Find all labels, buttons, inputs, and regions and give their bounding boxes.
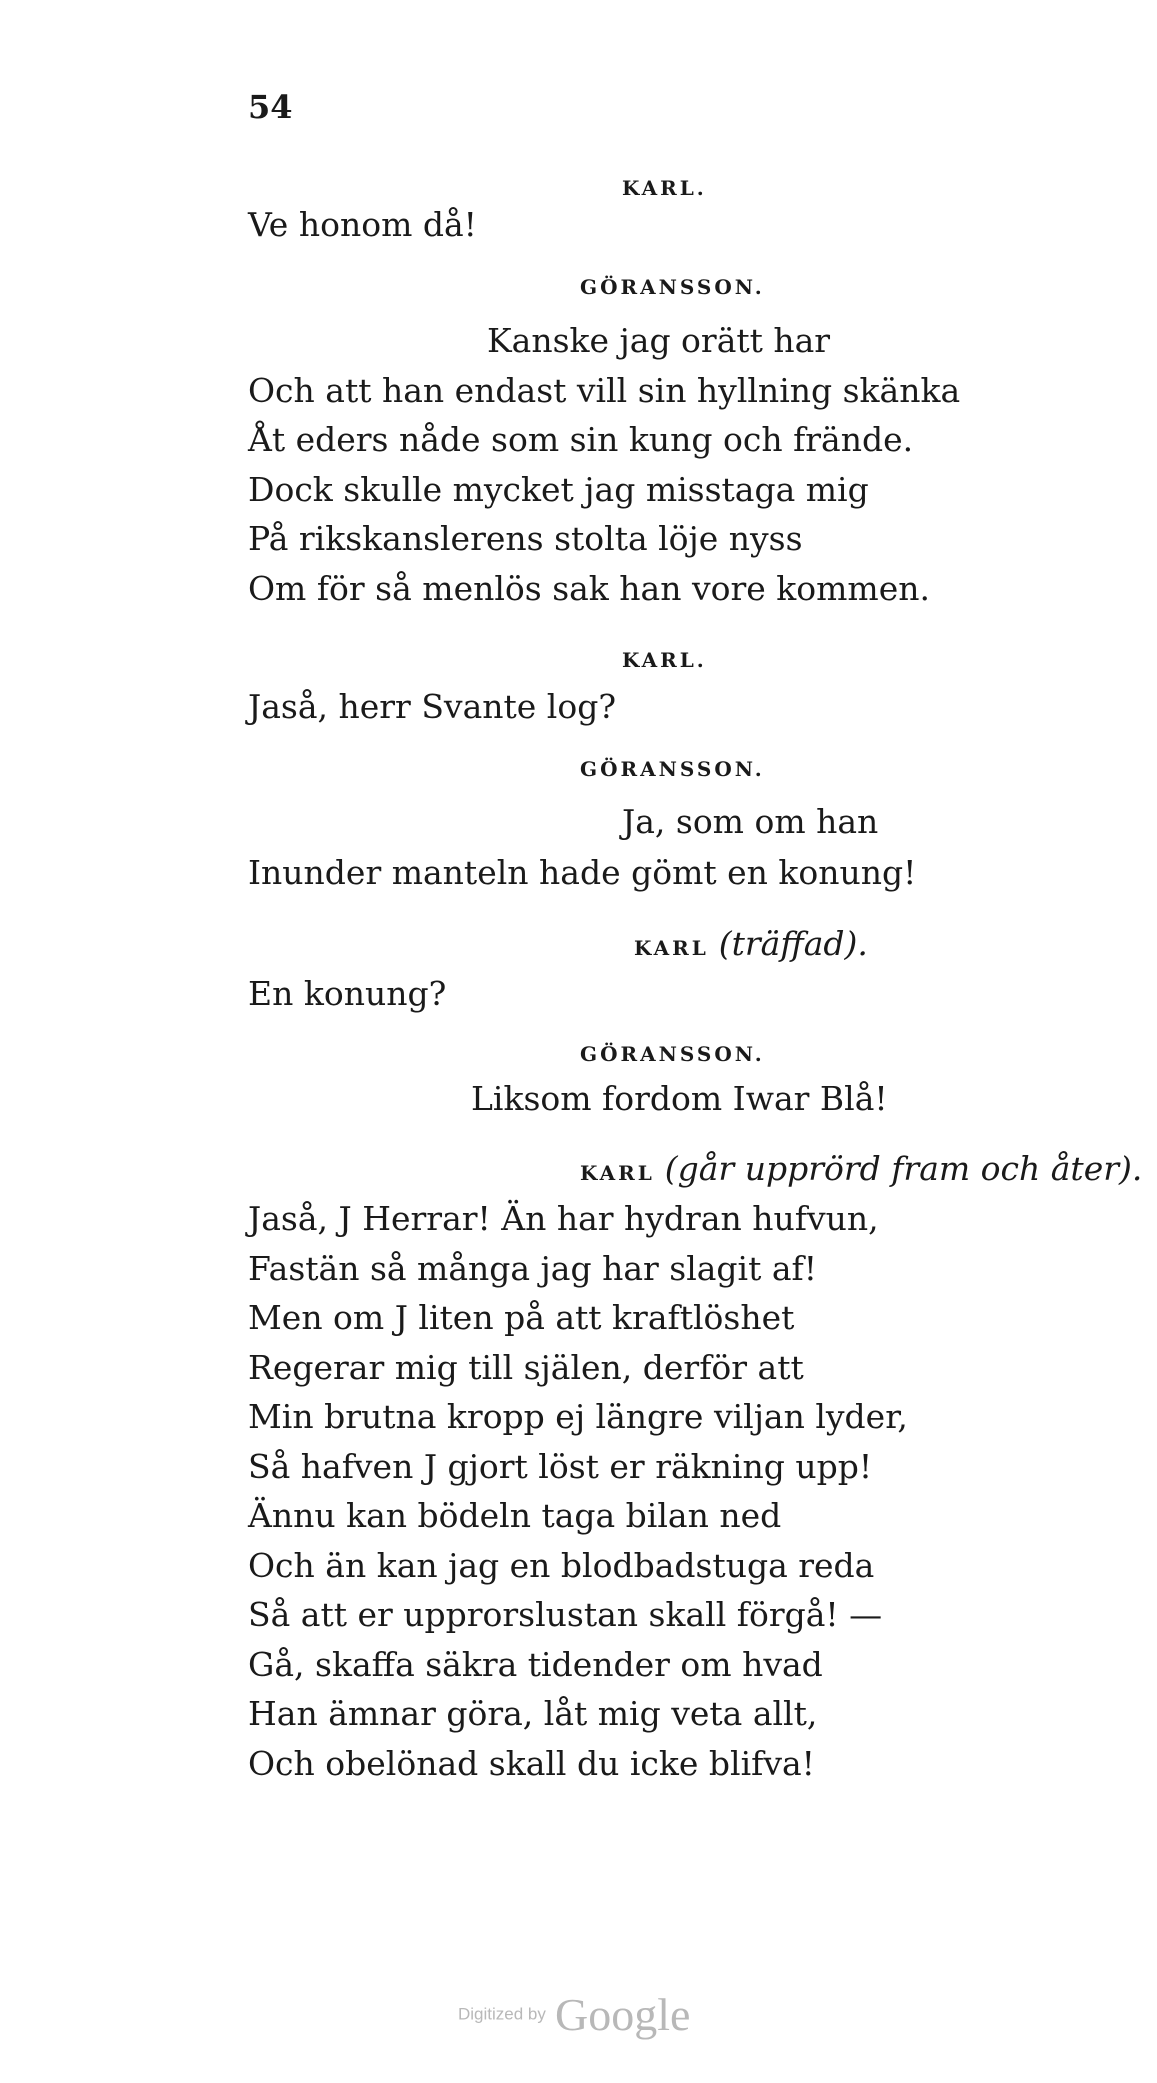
verse-line: På rikskanslerens stolta löje nyss xyxy=(248,519,803,558)
speaker-name: KARL xyxy=(634,936,709,960)
verse-line: Men om J liten på att kraftlöshet xyxy=(248,1298,795,1337)
speaker-name: KARL xyxy=(580,1161,655,1185)
google-logo: Google xyxy=(554,1989,691,2040)
digitized-watermark xyxy=(458,1988,690,2041)
verse-line: Och än kan jag en blodbadstuga reda xyxy=(248,1546,875,1585)
verse-line: Åt eders nåde som sin kung och frände. xyxy=(248,420,914,459)
verse-line: Så att er upprorslustan skall förgå! — xyxy=(248,1595,883,1634)
stage-direction: (går upprörd fram och åter). xyxy=(664,1149,1143,1188)
verse-line: Ja, som om han xyxy=(622,802,879,841)
verse-line: Fastän så många jag har slagit af! xyxy=(248,1249,818,1288)
watermark-prefix: Digitized by xyxy=(458,2004,546,2024)
verse-line: Dock skulle mycket jag misstaga mig xyxy=(248,470,869,509)
verse-line: Kanske jag orätt har xyxy=(487,321,831,360)
speaker-label xyxy=(634,924,868,963)
speaker-label: GÖRANSSON. xyxy=(580,757,765,781)
verse-line: Liksom fordom Iwar Blå! xyxy=(471,1079,888,1118)
speaker-label xyxy=(580,1149,1143,1188)
verse-line: Gå, skaffa säkra tidender om hvad xyxy=(248,1645,823,1684)
verse-line: Inunder manteln hade gömt en konung! xyxy=(248,853,917,892)
verse-line: Så hafven J gjort löst er räkning upp! xyxy=(248,1447,873,1486)
verse-line: Om för så menlös sak han vore kommen. xyxy=(248,569,930,608)
verse-line: Jaså, J Herrar! Än har hydran hufvun, xyxy=(248,1199,879,1238)
verse-line: Ännu kan bödeln taga bilan ned xyxy=(248,1496,782,1535)
verse-line: Regerar mig till själen, derför att xyxy=(248,1348,804,1387)
verse-line: Han ämnar göra, låt mig veta allt, xyxy=(248,1694,818,1733)
stage-direction: (träffad). xyxy=(718,924,868,963)
verse-line: Min brutna kropp ej längre viljan lyder, xyxy=(248,1397,908,1436)
speaker-label: KARL. xyxy=(622,648,707,672)
speaker-label: GÖRANSSON. xyxy=(580,275,765,299)
verse-line: Och att han endast vill sin hyllning skänka xyxy=(248,371,961,410)
speaker-label: KARL. xyxy=(622,176,707,200)
verse-line: Och obelönad skall du icke blifva! xyxy=(248,1744,815,1783)
page-number: 54 xyxy=(248,88,293,126)
verse-line: En konung? xyxy=(248,974,447,1013)
verse-line: Ve honom då! xyxy=(248,205,477,244)
verse-line: Jaså, herr Svante log? xyxy=(248,687,617,726)
speaker-label: GÖRANSSON. xyxy=(580,1042,765,1066)
